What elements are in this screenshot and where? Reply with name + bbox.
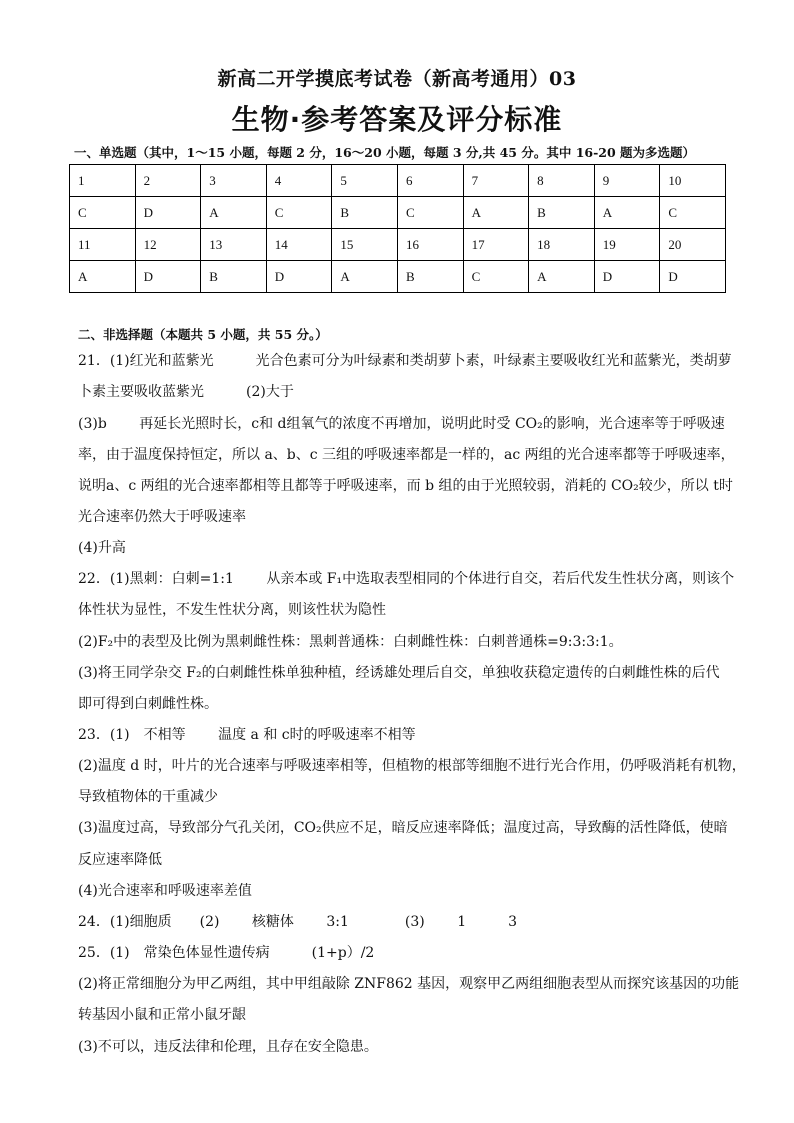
table-cell: 12 [135,229,201,261]
table-cell: 4 [266,165,332,197]
answer-line: 转基因小鼠和正常小鼠牙龈 [78,1007,246,1023]
answer-line: (4)升高 [78,540,126,556]
answer-line: 23．(1) 不相等 温度 a 和 c时的呼吸速率不相等 [78,727,416,743]
answer-key-title: 生物·参考答案及评分标准 [231,103,563,136]
table-cell: B [201,261,267,293]
table-cell: D [594,261,660,293]
table-cell: 20 [660,229,726,261]
table-cell: 9 [594,165,660,197]
answer-line: 卜素主要吸收蓝紫光 (2)大于 [78,384,294,400]
table-cell: A [332,261,398,293]
table-cell: D [135,197,201,229]
table-cell: B [332,197,398,229]
answer-line: (2)将正常细胞分为甲乙两组，其中甲组敲除 ZNF862 基因，观察甲乙两组细胞表型从而探究该基因的功能 [78,976,740,992]
table-cell: 15 [332,229,398,261]
table-cell: 3 [201,165,267,197]
table-cell: 2 [135,165,201,197]
answer-table [69,164,726,293]
table-cell: D [660,261,726,293]
table-cell: 14 [266,229,332,261]
table-cell: A [463,197,529,229]
answer-line: 导致植物体的干重减少 [78,789,218,805]
table-cell: B [529,197,595,229]
table-cell: 19 [594,229,660,261]
table-row [70,229,726,261]
table-cell: A [70,261,136,293]
answer-line: (3)温度过高，导致部分气孔关闭，CO₂供应不足，暗反应速率降低；温度过高，导致酶的活性降低，使暗 [78,820,728,836]
table-row [70,197,726,229]
table-cell: D [266,261,332,293]
answer-line: (4)光合速率和呼吸速率差值 [78,883,252,899]
answer-line: 体性状为显性，不发生性状分离，则该性状为隐性 [78,602,386,618]
exam-title: 新高二开学摸底考试卷（新高考通用）03 [217,68,577,90]
table-row [70,165,726,197]
answer-line: (3)将王同学杂交 F₂的白刺雌性株单独种植，经诱雄处理后自交，单独收获稳定遗传的白刺雌性株的后代 [78,665,720,681]
table-cell: C [397,197,463,229]
table-cell: D [135,261,201,293]
table-row [70,261,726,293]
table-cell: 13 [201,229,267,261]
table-cell: A [594,197,660,229]
answer-line: (3)b 再延长光照时长，c和 d组氧气的浓度不再增加，说明此时受 CO₂的影响，光合速率等于呼吸速 [78,416,725,432]
answer-line: 即可得到白刺雌性株。 [78,696,218,712]
table-cell: 1 [70,165,136,197]
table-cell: 18 [529,229,595,261]
table-cell: C [70,197,136,229]
answer-line: 率，由于温度保持恒定，所以 a、b、c 三组的呼吸速率都是一样的，ac 两组的光合速率都等于呼吸速率， [78,447,735,463]
table-cell: 5 [332,165,398,197]
table-cell: A [529,261,595,293]
table-cell: A [201,197,267,229]
section1-heading: 一、单选题（其中，1～15 小题，每题 2 分，16～20 小题，每题 3 分,共 45 分。其中 16-20 题为多选题） [74,145,696,160]
table-cell: 16 [397,229,463,261]
answer-line: 24．(1)细胞质 (2) 核糖体 3:1 (3) 1 3 [78,914,518,930]
answer-line: 光合速率仍然大于呼吸速率 [78,509,246,525]
answer-line: 25．(1) 常染色体显性遗传病 (1+p）/2 [78,945,375,961]
answer-line: 22．(1)黑刺：白刺=1:1 从亲本或 F₁中选取表型相同的个体进行自交，若后代发生性状分离，则该个 [78,571,735,587]
table-cell: C [660,197,726,229]
table-cell: 11 [70,229,136,261]
answer-line: (2)温度 d 时，叶片的光合速率与呼吸速率相等，但植物的根部等细胞不进行光合作用，仍呼吸消耗有机物， [78,758,746,774]
section2-heading: 二、非选择题（本题共 5 小题，共 55 分。） [78,327,328,342]
table-cell: C [266,197,332,229]
answer-line: 21．(1)红光和蓝紫光 光合色素可分为叶绿素和类胡萝卜素，叶绿素主要吸收红光和蓝紫光，类胡萝 [78,353,732,369]
table-cell: 17 [463,229,529,261]
table-cell: 6 [397,165,463,197]
table-cell: 10 [660,165,726,197]
table-cell: 7 [463,165,529,197]
table-cell: C [463,261,529,293]
answer-line: (3)不可以，违反法律和伦理，且存在安全隐患。 [78,1039,378,1055]
table-cell: 8 [529,165,595,197]
table-cell: B [397,261,463,293]
answer-line: 说明a、c 两组的光合速率都相等且都等于呼吸速率，而 b 组的由于光照较弱，消耗的 CO₂较少，所以 t时 [78,478,733,494]
answer-line: 反应速率降低 [78,852,162,868]
answer-line: (2)F₂中的表型及比例为黑刺雌性株：黑刺普通株：白刺雌性株：白刺普通株=9:3:3:1。 [78,634,623,650]
